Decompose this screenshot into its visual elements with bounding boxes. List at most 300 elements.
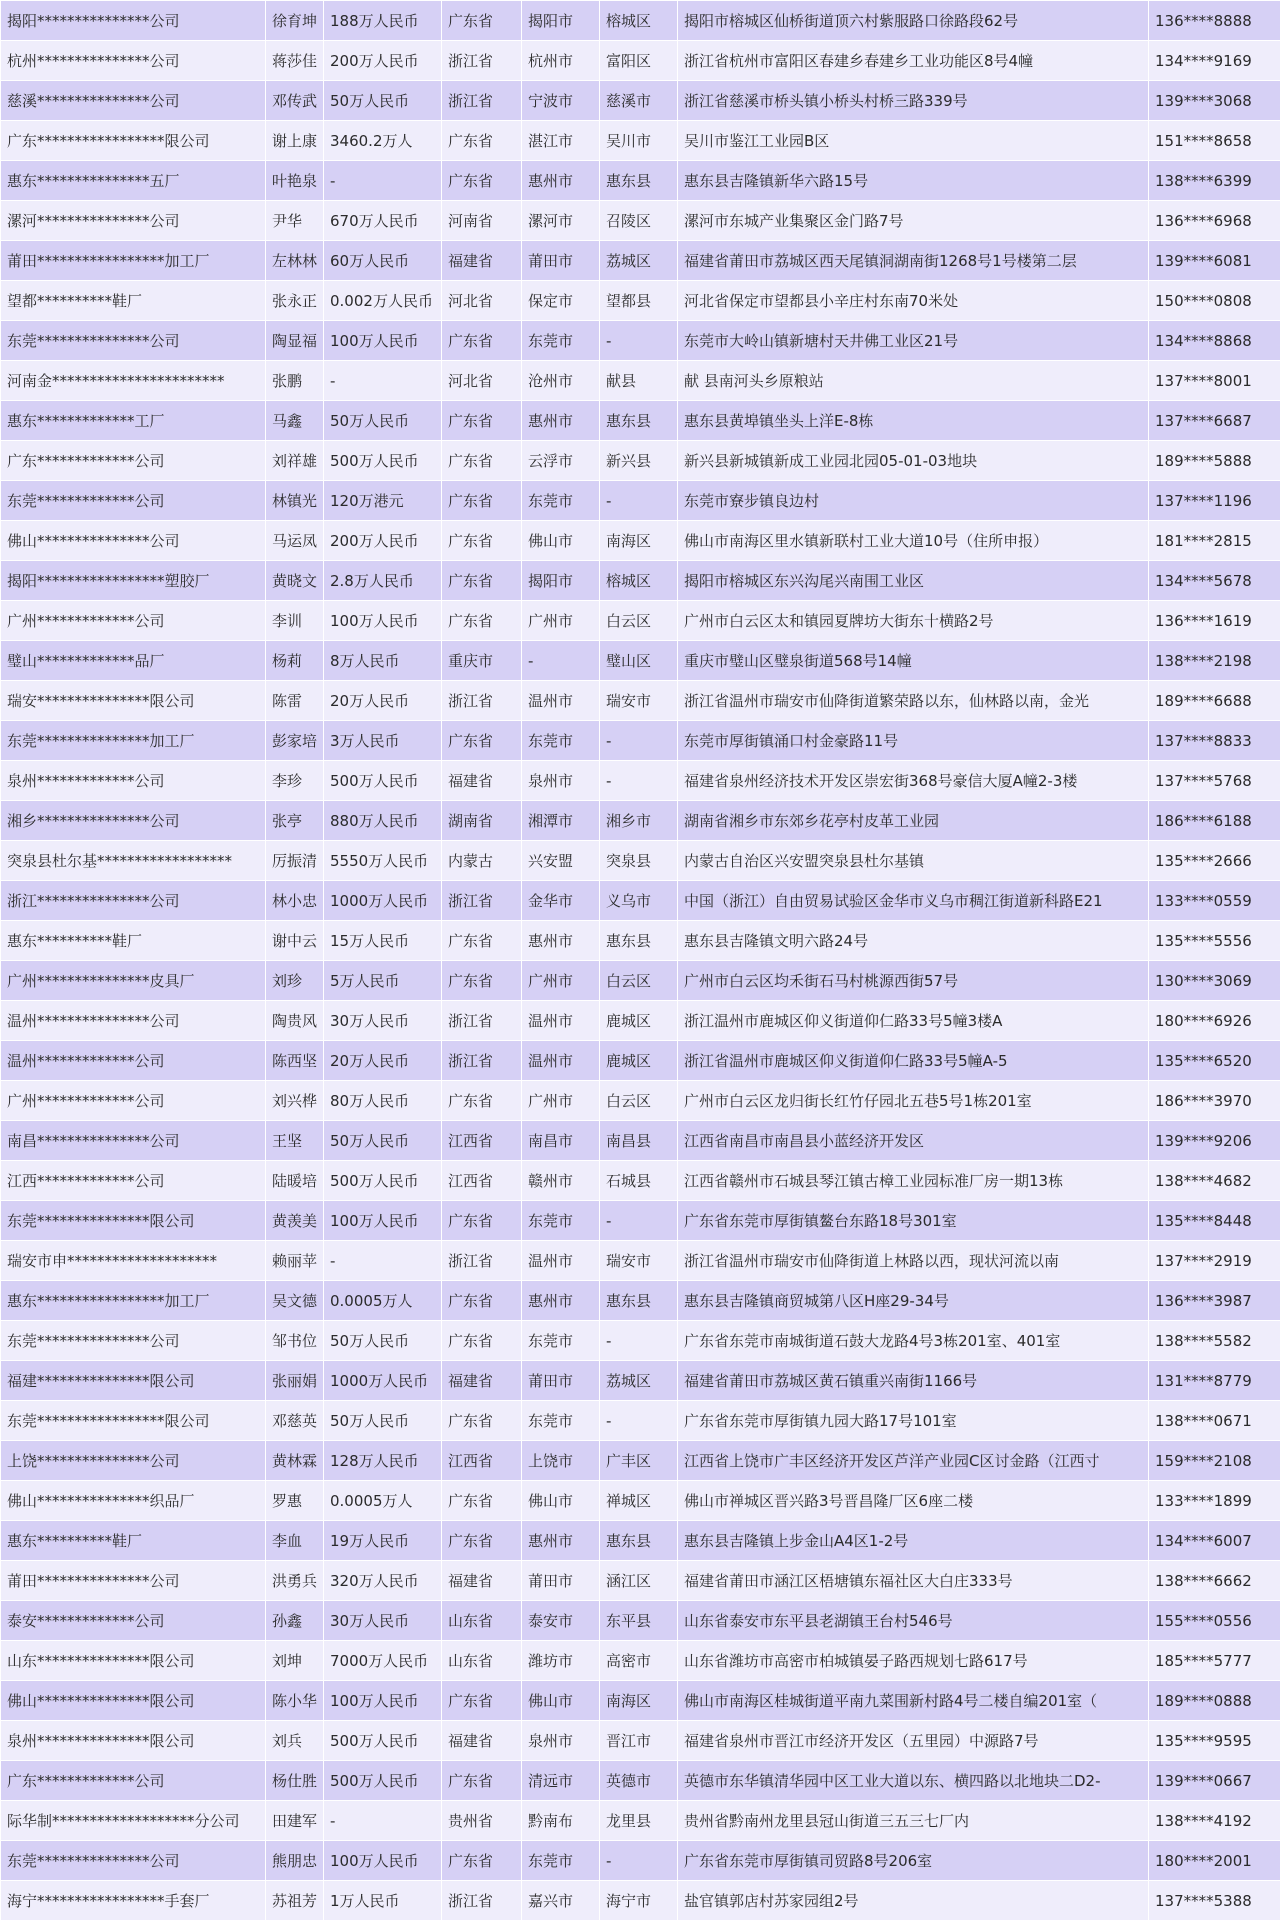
province-cell: 广东省: [442, 521, 522, 561]
address-cell: 广州市白云区龙归街长红竹仔园北五巷5号1栋201室: [678, 1081, 1149, 1121]
address-cell: 江西省上饶市广丰区经济开发区芦洋产业园C区讨金路（江西寸: [678, 1441, 1149, 1481]
table-row: [1, 1681, 1280, 1721]
province-cell: 广东省: [442, 561, 522, 601]
province-cell: 浙江省: [442, 81, 522, 121]
province-cell: 广东省: [442, 401, 522, 441]
address-cell: 东莞市厚街镇涌口村金豪路11号: [678, 721, 1149, 761]
district-cell: 禅城区: [600, 1481, 678, 1521]
district-cell: 英德市: [600, 1761, 678, 1801]
city-cell: 惠州市: [522, 1281, 600, 1321]
province-cell: 山东省: [442, 1601, 522, 1641]
company-name-cell: 瑞安***************限公司: [1, 681, 266, 721]
registered-capital-cell: 5550万人民币: [324, 841, 442, 881]
company-name-cell: 温州***************公司: [1, 1001, 266, 1041]
district-cell: 东平县: [600, 1601, 678, 1641]
company-name-cell: 湘乡***************公司: [1, 801, 266, 841]
registered-capital-cell: 1000万人民币: [324, 881, 442, 921]
province-cell: 浙江省: [442, 1881, 522, 1921]
registered-capital-cell: 1万人民币: [324, 1881, 442, 1921]
phone-cell: 137****1196: [1149, 481, 1280, 521]
city-cell: 清远市: [522, 1761, 600, 1801]
legal-person-cell: 蒋莎佳: [266, 41, 324, 81]
legal-person-cell: 陆暖培: [266, 1161, 324, 1201]
legal-person-cell: 彭家培: [266, 721, 324, 761]
company-name-cell: 际华制*******************分公司: [1, 1801, 266, 1841]
district-cell: 白云区: [600, 961, 678, 1001]
address-cell: 贵州省黔南州龙里县冠山街道三五三七厂内: [678, 1801, 1149, 1841]
address-cell: 江西省赣州市石城县琴江镇古樟工业园标准厂房一期13栋: [678, 1161, 1149, 1201]
district-cell: 召陵区: [600, 201, 678, 241]
district-cell: 涵江区: [600, 1561, 678, 1601]
registered-capital-cell: 50万人民币: [324, 1401, 442, 1441]
company-name-cell: 惠东**********鞋厂: [1, 921, 266, 961]
table-row: [1, 1201, 1280, 1241]
phone-cell: 136****6968: [1149, 201, 1280, 241]
company-name-cell: 惠东*************工厂: [1, 401, 266, 441]
registered-capital-cell: 7000万人民币: [324, 1641, 442, 1681]
company-name-cell: 东莞***************加工厂: [1, 721, 266, 761]
district-cell: 新兴县: [600, 441, 678, 481]
phone-cell: 134****5678: [1149, 561, 1280, 601]
district-cell: -: [600, 481, 678, 521]
phone-cell: 155****0556: [1149, 1601, 1280, 1641]
phone-cell: 138****4682: [1149, 1161, 1280, 1201]
city-cell: 湘潭市: [522, 801, 600, 841]
registered-capital-cell: 500万人民币: [324, 761, 442, 801]
address-cell: 山东省泰安市东平县老湖镇王台村546号: [678, 1601, 1149, 1641]
table-row: [1, 441, 1280, 481]
district-cell: 南海区: [600, 521, 678, 561]
city-cell: 黔南布: [522, 1801, 600, 1841]
table-row: [1, 41, 1280, 81]
city-cell: 惠州市: [522, 1521, 600, 1561]
registered-capital-cell: 19万人民币: [324, 1521, 442, 1561]
city-cell: 东莞市: [522, 1401, 600, 1441]
phone-cell: 137****6687: [1149, 401, 1280, 441]
district-cell: -: [600, 1201, 678, 1241]
city-cell: 兴安盟: [522, 841, 600, 881]
district-cell: 璧山区: [600, 641, 678, 681]
table-row: [1, 1641, 1280, 1681]
registered-capital-cell: -: [324, 361, 442, 401]
province-cell: 重庆市: [442, 641, 522, 681]
registered-capital-cell: 500万人民币: [324, 1721, 442, 1761]
address-cell: 河北省保定市望都县小辛庄村东南70米处: [678, 281, 1149, 321]
district-cell: -: [600, 321, 678, 361]
legal-person-cell: 刘兵: [266, 1721, 324, 1761]
address-cell: 惠东县吉隆镇文明六路24号: [678, 921, 1149, 961]
table-row: [1, 1001, 1280, 1041]
city-cell: 广州市: [522, 601, 600, 641]
province-cell: 河北省: [442, 361, 522, 401]
district-cell: 荔城区: [600, 1361, 678, 1401]
legal-person-cell: 刘祥雄: [266, 441, 324, 481]
phone-cell: 185****5777: [1149, 1641, 1280, 1681]
table-row: [1, 801, 1280, 841]
legal-person-cell: 徐育坤: [266, 1, 324, 41]
legal-person-cell: 陈雷: [266, 681, 324, 721]
phone-cell: 136****3987: [1149, 1281, 1280, 1321]
registered-capital-cell: 670万人民币: [324, 201, 442, 241]
table-row: [1, 481, 1280, 521]
province-cell: 江西省: [442, 1161, 522, 1201]
phone-cell: 138****6399: [1149, 161, 1280, 201]
registered-capital-cell: 8万人民币: [324, 641, 442, 681]
legal-person-cell: 尹华: [266, 201, 324, 241]
province-cell: 江西省: [442, 1121, 522, 1161]
address-cell: 东莞市寮步镇良边村: [678, 481, 1149, 521]
registered-capital-cell: 50万人民币: [324, 81, 442, 121]
legal-person-cell: 左林林: [266, 241, 324, 281]
registered-capital-cell: 30万人民币: [324, 1001, 442, 1041]
province-cell: 广东省: [442, 721, 522, 761]
table-row: [1, 1161, 1280, 1201]
phone-cell: 133****0559: [1149, 881, 1280, 921]
district-cell: 鹿城区: [600, 1001, 678, 1041]
company-name-cell: 东莞*************公司: [1, 481, 266, 521]
legal-person-cell: 刘珍: [266, 961, 324, 1001]
phone-cell: 139****3068: [1149, 81, 1280, 121]
company-name-cell: 泉州*************公司: [1, 761, 266, 801]
registered-capital-cell: 60万人民币: [324, 241, 442, 281]
table-row: [1, 1041, 1280, 1081]
company-name-cell: 浙江***************公司: [1, 881, 266, 921]
legal-person-cell: 谢上康: [266, 121, 324, 161]
table-row: [1, 1241, 1280, 1281]
legal-person-cell: 陶显福: [266, 321, 324, 361]
phone-cell: 138****5582: [1149, 1321, 1280, 1361]
phone-cell: 189****0888: [1149, 1681, 1280, 1721]
table-row: [1, 1881, 1280, 1921]
district-cell: 榕城区: [600, 1, 678, 41]
province-cell: 广东省: [442, 1281, 522, 1321]
district-cell: 瑞安市: [600, 681, 678, 721]
city-cell: 温州市: [522, 1241, 600, 1281]
phone-cell: 134****9169: [1149, 41, 1280, 81]
district-cell: 惠东县: [600, 1521, 678, 1561]
city-cell: 东莞市: [522, 721, 600, 761]
address-cell: 福建省莆田市荔城区西天尾镇洞湖南街1268号1号楼第二层: [678, 241, 1149, 281]
phone-cell: 134****6007: [1149, 1521, 1280, 1561]
address-cell: 惠东县吉隆镇新华六路15号: [678, 161, 1149, 201]
district-cell: 突泉县: [600, 841, 678, 881]
legal-person-cell: 李珍: [266, 761, 324, 801]
legal-person-cell: 刘兴桦: [266, 1081, 324, 1121]
city-cell: 广州市: [522, 961, 600, 1001]
district-cell: 晋江市: [600, 1721, 678, 1761]
province-cell: 河南省: [442, 201, 522, 241]
district-cell: 鹿城区: [600, 1041, 678, 1081]
district-cell: 荔城区: [600, 241, 678, 281]
phone-cell: 186****6188: [1149, 801, 1280, 841]
city-cell: 潍坊市: [522, 1641, 600, 1681]
city-cell: 佛山市: [522, 1481, 600, 1521]
registered-capital-cell: 3万人民币: [324, 721, 442, 761]
company-name-cell: 温州*************公司: [1, 1041, 266, 1081]
legal-person-cell: 苏祖芳: [266, 1881, 324, 1921]
phone-cell: 137****5768: [1149, 761, 1280, 801]
table-row: [1, 1761, 1280, 1801]
registered-capital-cell: 500万人民币: [324, 1161, 442, 1201]
city-cell: 泉州市: [522, 1721, 600, 1761]
company-name-cell: 突泉县杜尔基******************: [1, 841, 266, 881]
legal-person-cell: 杨莉: [266, 641, 324, 681]
address-cell: 献 县南河头乡原粮站: [678, 361, 1149, 401]
registered-capital-cell: -: [324, 1801, 442, 1841]
legal-person-cell: 李训: [266, 601, 324, 641]
address-cell: 山东省潍坊市高密市柏城镇晏子路西规划七路617号: [678, 1641, 1149, 1681]
city-cell: 杭州市: [522, 41, 600, 81]
company-name-cell: 广东*************公司: [1, 441, 266, 481]
address-cell: 英德市东华镇清华园中区工业大道以东、横四路以北地块二D2-: [678, 1761, 1149, 1801]
phone-cell: 135****2666: [1149, 841, 1280, 881]
district-cell: 石城县: [600, 1161, 678, 1201]
table-row: [1, 921, 1280, 961]
district-cell: 白云区: [600, 1081, 678, 1121]
registered-capital-cell: 200万人民币: [324, 521, 442, 561]
province-cell: 广东省: [442, 481, 522, 521]
table-row: [1, 1601, 1280, 1641]
legal-person-cell: 黄羡美: [266, 1201, 324, 1241]
company-name-cell: 璧山*************品厂: [1, 641, 266, 681]
registered-capital-cell: 100万人民币: [324, 1681, 442, 1721]
phone-cell: 133****1899: [1149, 1481, 1280, 1521]
registered-capital-cell: 50万人民币: [324, 401, 442, 441]
province-cell: 广东省: [442, 921, 522, 961]
registered-capital-cell: 2.8万人民币: [324, 561, 442, 601]
phone-cell: 136****8888: [1149, 1, 1280, 41]
address-cell: 广州市白云区均禾街石马村桃源西街57号: [678, 961, 1149, 1001]
address-cell: 吴川市鉴江工业园B区: [678, 121, 1149, 161]
city-cell: 泉州市: [522, 761, 600, 801]
table-row: [1, 321, 1280, 361]
district-cell: 龙里县: [600, 1801, 678, 1841]
company-name-cell: 广东*************公司: [1, 1761, 266, 1801]
company-name-cell: 惠东***************五厂: [1, 161, 266, 201]
company-name-cell: 惠东**********鞋厂: [1, 1521, 266, 1561]
address-cell: 内蒙古自治区兴安盟突泉县杜尔基镇: [678, 841, 1149, 881]
province-cell: 江西省: [442, 1441, 522, 1481]
address-cell: 广东省东莞市厚街镇鳌台东路18号301室: [678, 1201, 1149, 1241]
address-cell: 重庆市璧山区璧泉街道568号14幢: [678, 641, 1149, 681]
city-cell: -: [522, 641, 600, 681]
address-cell: 浙江省温州市瑞安市仙降街道繁荣路以东，仙林路以南，金光: [678, 681, 1149, 721]
phone-cell: 138****2198: [1149, 641, 1280, 681]
city-cell: 温州市: [522, 1001, 600, 1041]
province-cell: 广东省: [442, 1841, 522, 1881]
province-cell: 浙江省: [442, 41, 522, 81]
company-name-cell: 福建***************限公司: [1, 1361, 266, 1401]
table-row: [1, 281, 1280, 321]
address-cell: 盐官镇郭店村苏家园组2号: [678, 1881, 1149, 1921]
legal-person-cell: 陶贵风: [266, 1001, 324, 1041]
registered-capital-cell: 50万人民币: [324, 1321, 442, 1361]
district-cell: 富阳区: [600, 41, 678, 81]
province-cell: 广东省: [442, 1761, 522, 1801]
company-name-cell: 泉州***************限公司: [1, 1721, 266, 1761]
city-cell: 上饶市: [522, 1441, 600, 1481]
phone-cell: 151****8658: [1149, 121, 1280, 161]
legal-person-cell: 邓传武: [266, 81, 324, 121]
address-cell: 佛山市南海区里水镇新联村工业大道10号（住所申报）: [678, 521, 1149, 561]
table-row: [1, 1441, 1280, 1481]
legal-person-cell: 黄晓文: [266, 561, 324, 601]
address-cell: 中国（浙江）自由贸易试验区金华市义乌市稠江街道新科路E21: [678, 881, 1149, 921]
legal-person-cell: 张亭: [266, 801, 324, 841]
table-row: [1, 201, 1280, 241]
legal-person-cell: 邓慈英: [266, 1401, 324, 1441]
table-row: [1, 1401, 1280, 1441]
province-cell: 广东省: [442, 961, 522, 1001]
phone-cell: 136****1619: [1149, 601, 1280, 641]
table-row: [1, 1121, 1280, 1161]
company-name-cell: 慈溪***************公司: [1, 81, 266, 121]
district-cell: 慈溪市: [600, 81, 678, 121]
legal-person-cell: 陈小华: [266, 1681, 324, 1721]
legal-person-cell: 刘坤: [266, 1641, 324, 1681]
city-cell: 惠州市: [522, 161, 600, 201]
legal-person-cell: 黄林霖: [266, 1441, 324, 1481]
phone-cell: 139****9206: [1149, 1121, 1280, 1161]
city-cell: 云浮市: [522, 441, 600, 481]
province-cell: 浙江省: [442, 1241, 522, 1281]
phone-cell: 139****6081: [1149, 241, 1280, 281]
legal-person-cell: 田建军: [266, 1801, 324, 1841]
address-cell: 广东省东莞市厚街镇九园大路17号101室: [678, 1401, 1149, 1441]
registered-capital-cell: 0.0005万人: [324, 1481, 442, 1521]
phone-cell: 131****8779: [1149, 1361, 1280, 1401]
address-cell: 广州市白云区太和镇园夏牌坊大街东十横路2号: [678, 601, 1149, 641]
district-cell: 南昌县: [600, 1121, 678, 1161]
phone-cell: 134****8868: [1149, 321, 1280, 361]
table-row: [1, 401, 1280, 441]
phone-cell: 135****6520: [1149, 1041, 1280, 1081]
city-cell: 东莞市: [522, 1841, 600, 1881]
province-cell: 广东省: [442, 1481, 522, 1521]
address-cell: 浙江省温州市鹿城区仰义街道仰仁路33号5幢A-5: [678, 1041, 1149, 1081]
phone-cell: 180****2001: [1149, 1841, 1280, 1881]
district-cell: 望都县: [600, 281, 678, 321]
registered-capital-cell: 30万人民币: [324, 1601, 442, 1641]
company-name-cell: 东莞***************公司: [1, 1841, 266, 1881]
phone-cell: 159****2108: [1149, 1441, 1280, 1481]
company-name-cell: 瑞安市申********************: [1, 1241, 266, 1281]
address-cell: 福建省泉州经济技术开发区崇宏街368号豪信大厦A幢2-3楼: [678, 761, 1149, 801]
phone-cell: 138****0671: [1149, 1401, 1280, 1441]
registered-capital-cell: 80万人民币: [324, 1081, 442, 1121]
district-cell: 惠东县: [600, 401, 678, 441]
company-name-cell: 杭州***************公司: [1, 41, 266, 81]
legal-person-cell: 王坚: [266, 1121, 324, 1161]
city-cell: 漯河市: [522, 201, 600, 241]
city-cell: 莆田市: [522, 241, 600, 281]
phone-cell: 137****8833: [1149, 721, 1280, 761]
company-name-cell: 广州***************皮具厂: [1, 961, 266, 1001]
company-name-cell: 揭阳*****************塑胶厂: [1, 561, 266, 601]
registered-capital-cell: 500万人民币: [324, 441, 442, 481]
phone-cell: 137****5388: [1149, 1881, 1280, 1921]
legal-person-cell: 张丽娟: [266, 1361, 324, 1401]
registered-capital-cell: 100万人民币: [324, 601, 442, 641]
company-name-cell: 揭阳***************公司: [1, 1, 266, 41]
city-cell: 莆田市: [522, 1361, 600, 1401]
registered-capital-cell: 320万人民币: [324, 1561, 442, 1601]
registered-capital-cell: 20万人民币: [324, 1041, 442, 1081]
phone-cell: 130****3069: [1149, 961, 1280, 1001]
city-cell: 泰安市: [522, 1601, 600, 1641]
legal-person-cell: 林镇光: [266, 481, 324, 521]
company-name-cell: 东莞***************公司: [1, 321, 266, 361]
legal-person-cell: 赖丽苹: [266, 1241, 324, 1281]
address-cell: 惠东县吉隆镇上步金山A4区1-2号: [678, 1521, 1149, 1561]
province-cell: 广东省: [442, 601, 522, 641]
phone-cell: 181****2815: [1149, 521, 1280, 561]
table-row: [1, 1801, 1280, 1841]
city-cell: 莆田市: [522, 1561, 600, 1601]
province-cell: 贵州省: [442, 1801, 522, 1841]
registered-capital-cell: 100万人民币: [324, 321, 442, 361]
company-name-cell: 佛山***************织品厂: [1, 1481, 266, 1521]
city-cell: 东莞市: [522, 1201, 600, 1241]
city-cell: 东莞市: [522, 481, 600, 521]
phone-cell: 189****6688: [1149, 681, 1280, 721]
registered-capital-cell: 188万人民币: [324, 1, 442, 41]
city-cell: 保定市: [522, 281, 600, 321]
legal-person-cell: 厉振清: [266, 841, 324, 881]
city-cell: 南昌市: [522, 1121, 600, 1161]
table-row: [1, 1321, 1280, 1361]
address-cell: 广东省东莞市厚街镇司贸路8号206室: [678, 1841, 1149, 1881]
company-name-cell: 广州*************公司: [1, 1081, 266, 1121]
company-name-cell: 漯河***************公司: [1, 201, 266, 241]
city-cell: 温州市: [522, 1041, 600, 1081]
address-cell: 湖南省湘乡市东郊乡花亭村皮革工业园: [678, 801, 1149, 841]
company-name-cell: 南昌***************公司: [1, 1121, 266, 1161]
phone-cell: 189****5888: [1149, 441, 1280, 481]
district-cell: 吴川市: [600, 121, 678, 161]
address-cell: 揭阳市榕城区东兴沟尾兴南围工业区: [678, 561, 1149, 601]
province-cell: 广东省: [442, 1681, 522, 1721]
company-name-cell: 东莞***************公司: [1, 1321, 266, 1361]
registered-capital-cell: 100万人民币: [324, 1201, 442, 1241]
province-cell: 广东省: [442, 161, 522, 201]
table-row: [1, 961, 1280, 1001]
registered-capital-cell: 15万人民币: [324, 921, 442, 961]
city-cell: 揭阳市: [522, 1, 600, 41]
address-cell: 福建省莆田市涵江区梧塘镇东福社区大白庄333号: [678, 1561, 1149, 1601]
registered-capital-cell: -: [324, 1241, 442, 1281]
registered-capital-cell: 128万人民币: [324, 1441, 442, 1481]
province-cell: 内蒙古: [442, 841, 522, 881]
table-row: [1, 81, 1280, 121]
registered-capital-cell: 5万人民币: [324, 961, 442, 1001]
province-cell: 浙江省: [442, 1041, 522, 1081]
table-row: [1, 1081, 1280, 1121]
province-cell: 福建省: [442, 761, 522, 801]
city-cell: 佛山市: [522, 521, 600, 561]
address-cell: 浙江省温州市瑞安市仙降街道上林路以西，现状河流以南: [678, 1241, 1149, 1281]
province-cell: 广东省: [442, 1, 522, 41]
address-cell: 浙江省慈溪市桥头镇小桥头村桥三路339号: [678, 81, 1149, 121]
company-name-cell: 河南金***********************: [1, 361, 266, 401]
legal-person-cell: 陈西坚: [266, 1041, 324, 1081]
table-body: [1, 1, 1280, 1921]
province-cell: 广东省: [442, 1201, 522, 1241]
city-cell: 宁波市: [522, 81, 600, 121]
table-row: [1, 841, 1280, 881]
province-cell: 福建省: [442, 1361, 522, 1401]
district-cell: 广丰区: [600, 1441, 678, 1481]
